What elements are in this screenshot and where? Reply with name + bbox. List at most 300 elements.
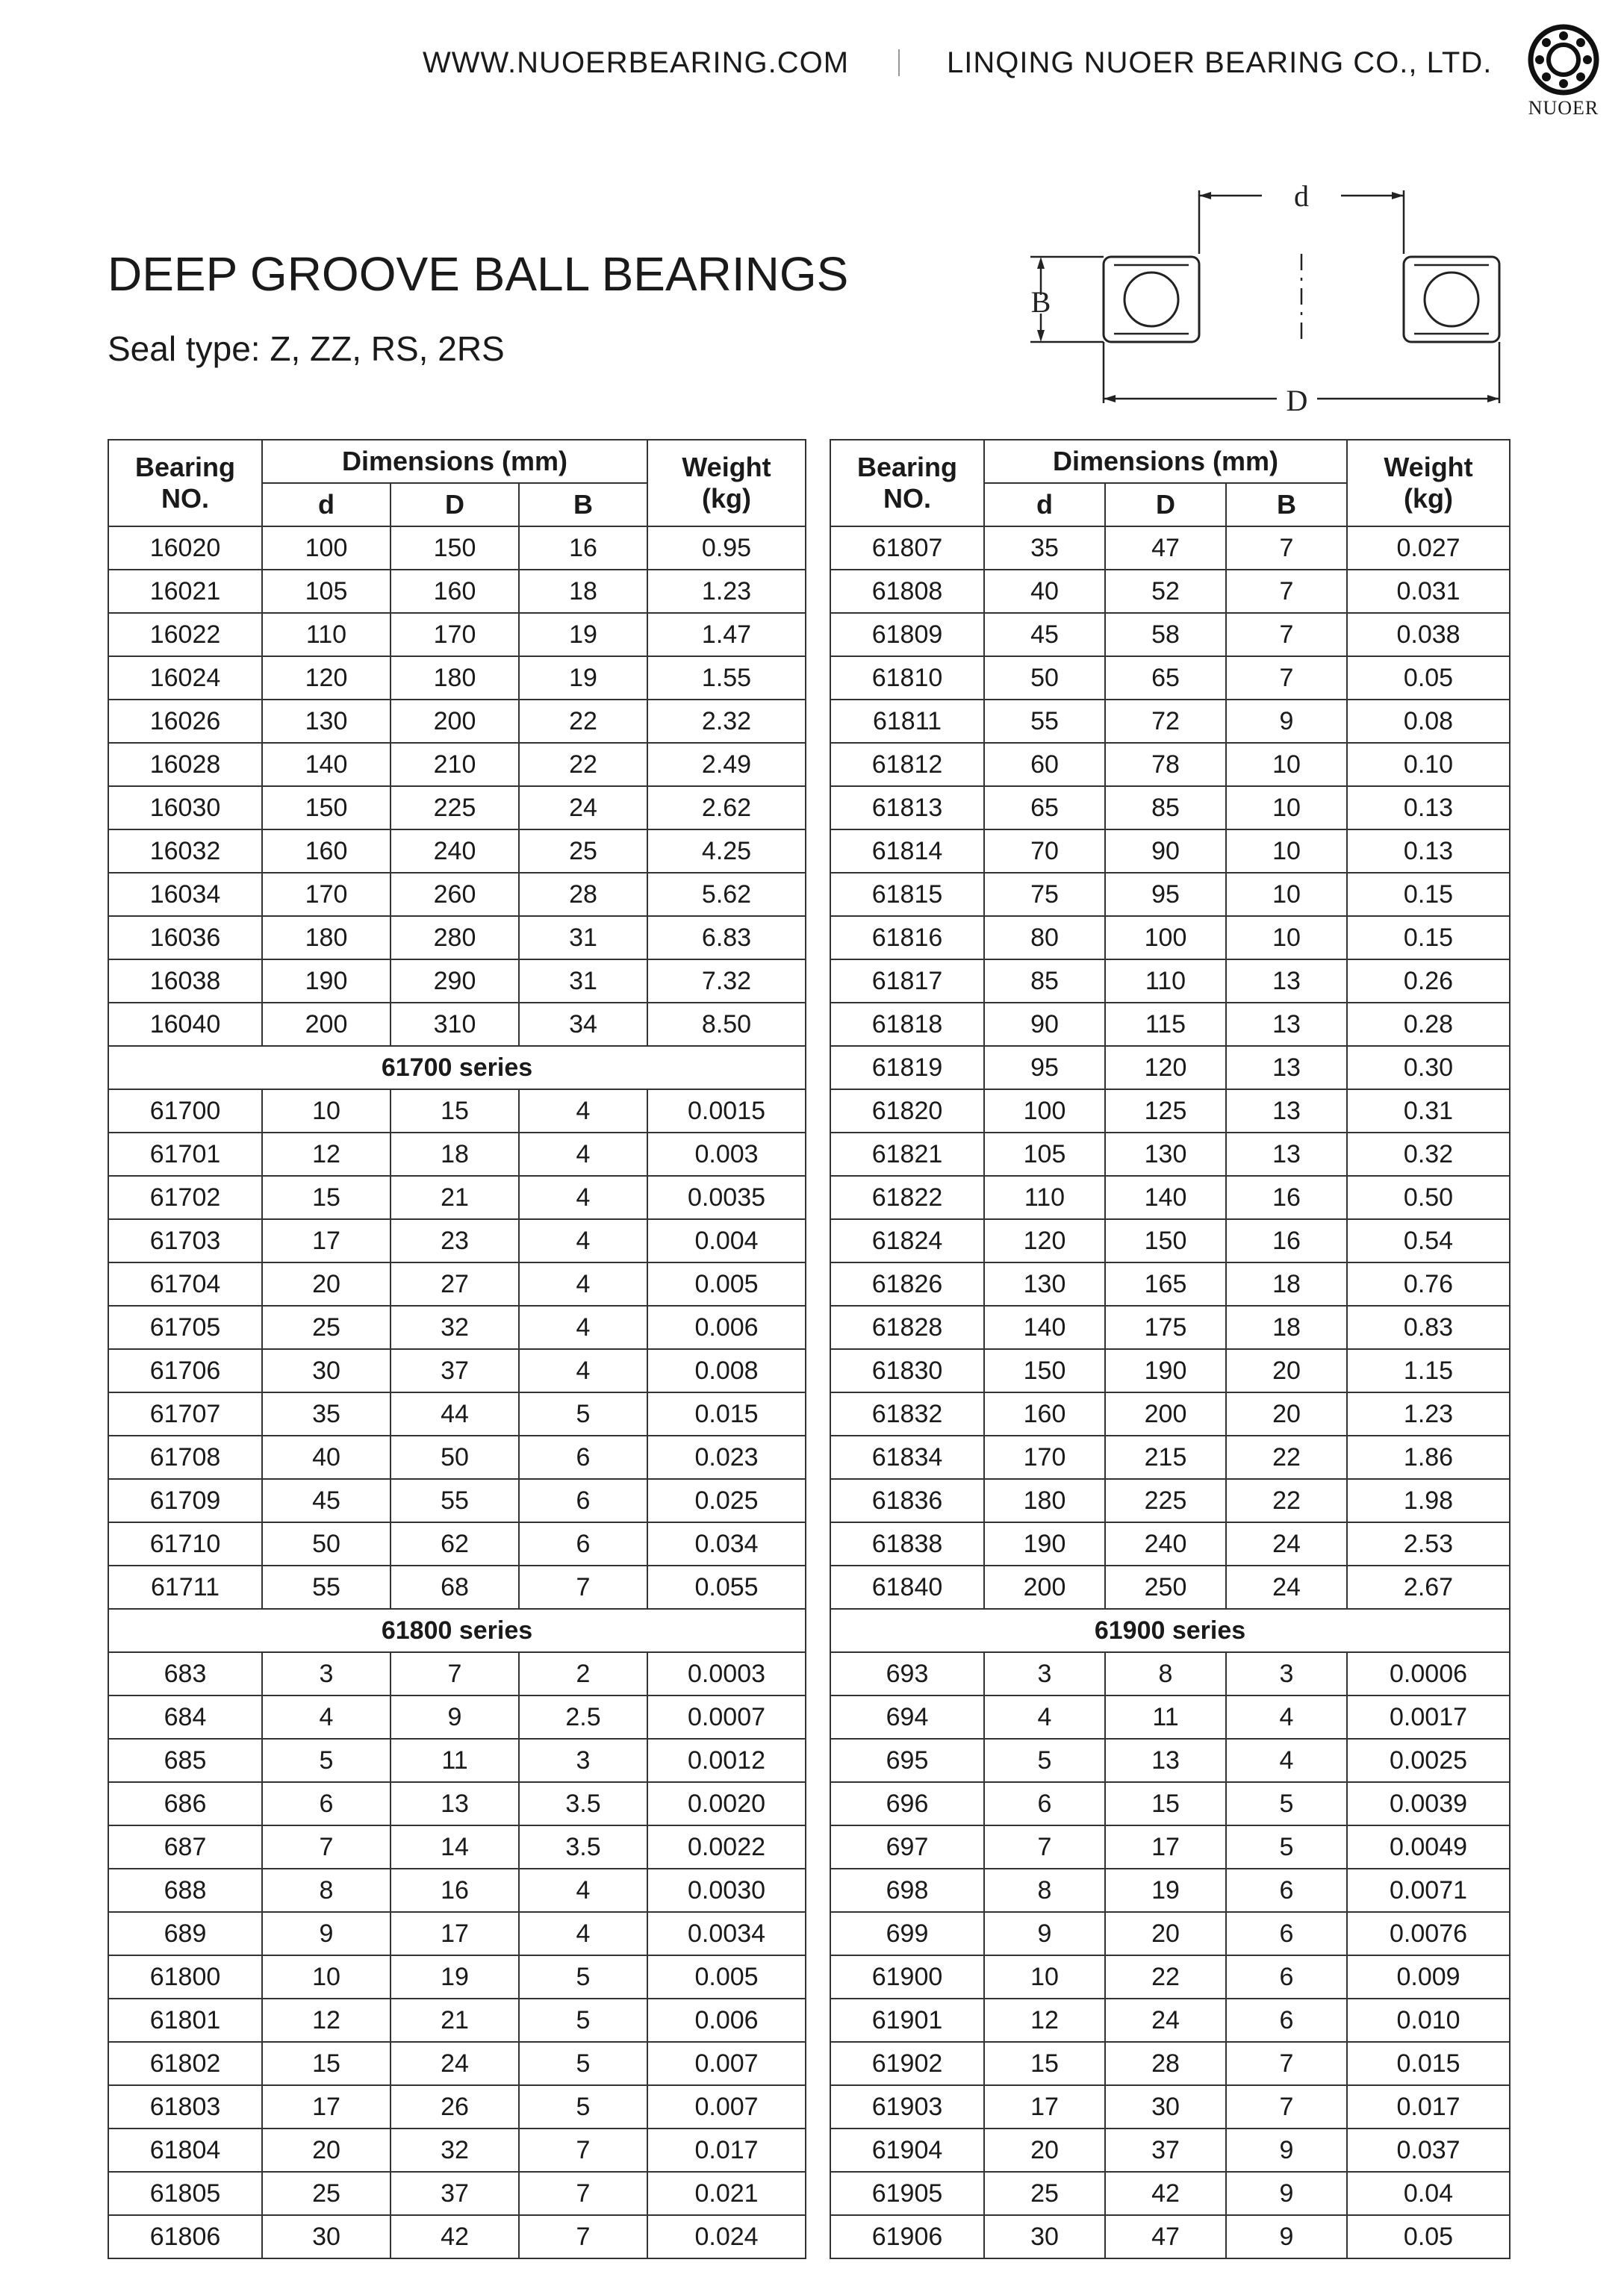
cell-bearing-no: 16028 (108, 743, 262, 786)
cell-d: 55 (984, 700, 1105, 743)
cell-bearing-no: 61818 (830, 1003, 984, 1046)
bearing-cross-section-diagram (1015, 164, 1523, 433)
cell-B: 6 (1226, 1955, 1347, 1999)
cell-weight: 0.0015 (647, 1089, 806, 1133)
cell-B: 10 (1226, 743, 1347, 786)
cell-D: 150 (391, 526, 519, 570)
cell-B: 5 (519, 1955, 647, 1999)
cell-weight: 0.015 (1347, 2042, 1510, 2085)
table-row (108, 1349, 806, 1392)
cell-D: 170 (391, 613, 519, 656)
bearing-logo-icon (1519, 22, 1608, 97)
cell-B: 7 (1226, 570, 1347, 613)
cell-weight: 0.0020 (647, 1782, 806, 1825)
cell-D: 58 (1105, 613, 1226, 656)
cell-bearing-no: 693 (830, 1652, 984, 1695)
cell-bearing-no: 61700 (108, 1089, 262, 1133)
cell-B: 2 (519, 1652, 647, 1695)
cell-B: 22 (519, 700, 647, 743)
cell-weight: 2.67 (1347, 1566, 1510, 1609)
cell-weight: 1.23 (1347, 1392, 1510, 1436)
cell-D: 17 (1105, 1825, 1226, 1869)
cell-weight: 0.31 (1347, 1089, 1510, 1133)
cell-d: 8 (262, 1869, 391, 1912)
cell-bearing-no: 16022 (108, 613, 262, 656)
cell-bearing-no: 61807 (830, 526, 984, 570)
cell-D: 19 (391, 1955, 519, 1999)
table-row (108, 1262, 806, 1306)
cell-d: 100 (262, 526, 391, 570)
table-row (830, 1522, 1510, 1566)
cell-D: 26 (391, 2085, 519, 2129)
cell-B: 4 (519, 1349, 647, 1392)
cell-d: 170 (984, 1436, 1105, 1479)
cell-D: 125 (1105, 1089, 1226, 1133)
label-B: B (1030, 285, 1051, 319)
cell-d: 60 (984, 743, 1105, 786)
table-row (108, 1869, 806, 1912)
cell-d: 15 (262, 2042, 391, 2085)
cell-B: 13 (1226, 959, 1347, 1003)
page-header (0, 46, 1624, 91)
cell-d: 10 (984, 1955, 1105, 1999)
table-row (830, 743, 1510, 786)
cell-weight: 0.32 (1347, 1133, 1510, 1176)
cell-d: 4 (262, 1695, 391, 1739)
cell-B: 4 (1226, 1695, 1347, 1739)
cell-D: 200 (391, 700, 519, 743)
cell-D: 42 (391, 2215, 519, 2258)
cell-weight: 0.15 (1347, 873, 1510, 916)
cell-D: 180 (391, 656, 519, 700)
cell-weight: 0.009 (1347, 1955, 1510, 1999)
cell-D: 100 (1105, 916, 1226, 959)
table-row (830, 1955, 1510, 1999)
cell-d: 90 (984, 1003, 1105, 1046)
table-row (830, 2085, 1510, 2129)
table-row (830, 1219, 1510, 1262)
cell-d: 30 (262, 1349, 391, 1392)
cell-B: 3.5 (519, 1782, 647, 1825)
cell-weight: 0.021 (647, 2172, 806, 2215)
table-row (108, 2085, 806, 2129)
table-row (108, 1739, 806, 1782)
table-row (108, 1306, 806, 1349)
cell-B: 6 (519, 1436, 647, 1479)
table-row (830, 1262, 1510, 1306)
cell-D: 52 (1105, 570, 1226, 613)
cell-bearing-no: 61828 (830, 1306, 984, 1349)
cell-bearing-no: 61702 (108, 1176, 262, 1219)
cell-bearing-no: 61708 (108, 1436, 262, 1479)
cell-bearing-no: 684 (108, 1695, 262, 1739)
cell-bearing-no: 16020 (108, 526, 262, 570)
cell-D: 47 (1105, 526, 1226, 570)
table-row (108, 1695, 806, 1739)
cell-D: 24 (391, 2042, 519, 2085)
cell-bearing-no: 61801 (108, 1999, 262, 2042)
cell-bearing-no: 61809 (830, 613, 984, 656)
cell-d: 140 (262, 743, 391, 786)
cell-weight: 0.0007 (647, 1695, 806, 1739)
cell-B: 10 (1226, 829, 1347, 873)
table-row (830, 1176, 1510, 1219)
header-bearing-no: Bearing NO. (108, 440, 262, 526)
cell-d: 7 (262, 1825, 391, 1869)
cell-B: 10 (1226, 873, 1347, 916)
cell-bearing-no: 61817 (830, 959, 984, 1003)
cell-weight: 0.038 (1347, 613, 1510, 656)
company-name: LINQING NUOER BEARING CO., LTD. (947, 46, 1493, 79)
cell-B: 7 (519, 2172, 647, 2215)
cell-bearing-no: 61707 (108, 1392, 262, 1436)
cell-d: 25 (262, 1306, 391, 1349)
cell-d: 65 (984, 786, 1105, 829)
cell-bearing-no: 61816 (830, 916, 984, 959)
cell-B: 4 (519, 1133, 647, 1176)
cell-d: 15 (984, 2042, 1105, 2085)
table-row (830, 873, 1510, 916)
cell-D: 32 (391, 1306, 519, 1349)
table-row (108, 613, 806, 656)
page-title: DEEP GROOVE BALL BEARINGS (108, 247, 849, 301)
cell-weight: 0.003 (647, 1133, 806, 1176)
cell-bearing-no: 688 (108, 1869, 262, 1912)
cell-weight: 6.83 (647, 916, 806, 959)
cell-B: 13 (1226, 1046, 1347, 1089)
cell-D: 9 (391, 1695, 519, 1739)
table-row (830, 1869, 1510, 1912)
header-dimensions: Dimensions (mm) (984, 440, 1347, 483)
table-row (108, 1999, 806, 2042)
cell-weight: 4.25 (647, 829, 806, 873)
cell-bearing-no: 61904 (830, 2129, 984, 2172)
cell-D: 150 (1105, 1219, 1226, 1262)
cell-weight: 0.015 (647, 1392, 806, 1436)
cell-D: 23 (391, 1219, 519, 1262)
table-row (830, 1436, 1510, 1479)
cell-B: 10 (1226, 916, 1347, 959)
cell-B: 16 (1226, 1219, 1347, 1262)
cell-D: 55 (391, 1479, 519, 1522)
cell-B: 5 (519, 2085, 647, 2129)
cell-d: 9 (984, 1912, 1105, 1955)
cell-weight: 0.54 (1347, 1219, 1510, 1262)
cell-bearing-no: 61810 (830, 656, 984, 700)
cell-bearing-no: 695 (830, 1739, 984, 1782)
cell-weight: 0.30 (1347, 1046, 1510, 1089)
cell-bearing-no: 16024 (108, 656, 262, 700)
cell-d: 12 (262, 1999, 391, 2042)
cell-d: 200 (984, 1566, 1105, 1609)
cell-D: 85 (1105, 786, 1226, 829)
table-row (108, 1479, 806, 1522)
nuoer-logo (1519, 22, 1608, 127)
cell-d: 25 (262, 2172, 391, 2215)
cell-D: 28 (1105, 2042, 1226, 2085)
table-row (108, 1955, 806, 1999)
cell-weight: 0.0003 (647, 1652, 806, 1695)
cell-B: 9 (1226, 700, 1347, 743)
cell-d: 10 (262, 1955, 391, 1999)
cell-B: 7 (1226, 2085, 1347, 2129)
cell-weight: 0.26 (1347, 959, 1510, 1003)
cell-B: 5 (519, 1999, 647, 2042)
cell-weight: 0.0076 (1347, 1912, 1510, 1955)
cell-B: 3.5 (519, 1825, 647, 1869)
cell-B: 5 (1226, 1825, 1347, 1869)
cell-D: 110 (1105, 959, 1226, 1003)
table-row (830, 1695, 1510, 1739)
cell-bearing-no: 16032 (108, 829, 262, 873)
cell-D: 210 (391, 743, 519, 786)
table-row (108, 526, 806, 570)
cell-D: 240 (1105, 1522, 1226, 1566)
cell-B: 7 (519, 2129, 647, 2172)
cell-weight: 0.034 (647, 1522, 806, 1566)
cell-weight: 0.024 (647, 2215, 806, 2258)
cell-bearing-no: 61813 (830, 786, 984, 829)
cell-weight: 8.50 (647, 1003, 806, 1046)
cell-d: 25 (984, 2172, 1105, 2215)
cell-weight: 2.53 (1347, 1522, 1510, 1566)
cell-weight: 0.008 (647, 1349, 806, 1392)
table-row (830, 1046, 1510, 1089)
cell-B: 4 (519, 1262, 647, 1306)
cell-bearing-no: 16040 (108, 1003, 262, 1046)
website-url[interactable]: WWW.NUOERBEARING.COM (423, 46, 850, 79)
cell-D: 18 (391, 1133, 519, 1176)
cell-d: 130 (984, 1262, 1105, 1306)
cell-weight: 0.007 (647, 2085, 806, 2129)
cell-D: 250 (1105, 1566, 1226, 1609)
cell-bearing-no: 686 (108, 1782, 262, 1825)
cell-B: 6 (519, 1479, 647, 1522)
table-row (108, 1089, 806, 1133)
cell-D: 15 (1105, 1782, 1226, 1825)
cell-B: 16 (1226, 1176, 1347, 1219)
cell-bearing-no: 687 (108, 1825, 262, 1869)
left-bearing-table (108, 439, 806, 2259)
logo-text: NUOER (1528, 97, 1599, 119)
cell-d: 10 (262, 1089, 391, 1133)
cell-d: 40 (262, 1436, 391, 1479)
cell-weight: 0.0035 (647, 1176, 806, 1219)
cell-weight: 0.04 (1347, 2172, 1510, 2215)
table-row (108, 959, 806, 1003)
table-row (108, 916, 806, 959)
cell-D: 165 (1105, 1262, 1226, 1306)
table-row (830, 1652, 1510, 1695)
cell-B: 7 (519, 1566, 647, 1609)
cell-d: 200 (262, 1003, 391, 1046)
cell-D: 30 (1105, 2085, 1226, 2129)
cell-bearing-no: 61836 (830, 1479, 984, 1522)
cell-D: 225 (1105, 1479, 1226, 1522)
cell-bearing-no: 699 (830, 1912, 984, 1955)
cell-bearing-no: 61710 (108, 1522, 262, 1566)
table-row (108, 1825, 806, 1869)
cell-d: 17 (262, 2085, 391, 2129)
cell-bearing-no: 16030 (108, 786, 262, 829)
cell-weight: 0.025 (647, 1479, 806, 1522)
cell-d: 7 (984, 1825, 1105, 1869)
cell-weight: 0.007 (647, 2042, 806, 2085)
cell-d: 3 (984, 1652, 1105, 1695)
cell-B: 31 (519, 916, 647, 959)
table-row (830, 1306, 1510, 1349)
cell-D: 22 (1105, 1955, 1226, 1999)
cell-weight: 0.023 (647, 1436, 806, 1479)
cell-d: 35 (984, 526, 1105, 570)
cell-weight: 0.05 (1347, 2215, 1510, 2258)
cell-weight: 1.23 (647, 570, 806, 613)
cell-D: 15 (391, 1089, 519, 1133)
cell-d: 17 (984, 2085, 1105, 2129)
cell-B: 3 (519, 1739, 647, 1782)
table-row (108, 743, 806, 786)
cell-weight: 0.0071 (1347, 1869, 1510, 1912)
cell-D: 78 (1105, 743, 1226, 786)
cell-d: 160 (262, 829, 391, 873)
cell-D: 8 (1105, 1652, 1226, 1695)
cell-bearing-no: 61706 (108, 1349, 262, 1392)
table-row (830, 613, 1510, 656)
cell-bearing-no: 61705 (108, 1306, 262, 1349)
cell-weight: 0.0022 (647, 1825, 806, 1869)
cell-B: 4 (519, 1306, 647, 1349)
table-row (108, 1003, 806, 1046)
cell-bearing-no: 61819 (830, 1046, 984, 1089)
cell-d: 105 (984, 1133, 1105, 1176)
cell-B: 7 (1226, 613, 1347, 656)
table-row (830, 1089, 1510, 1133)
cell-D: 225 (391, 786, 519, 829)
cell-d: 30 (262, 2215, 391, 2258)
cell-D: 19 (1105, 1869, 1226, 1912)
series-label: 61900 series (830, 1609, 1510, 1652)
cell-B: 19 (519, 613, 647, 656)
header-dimensions: Dimensions (mm) (262, 440, 647, 483)
cell-B: 4 (519, 1219, 647, 1262)
cell-D: 62 (391, 1522, 519, 1566)
table-row (108, 1219, 806, 1262)
cell-D: 260 (391, 873, 519, 916)
cell-D: 120 (1105, 1046, 1226, 1089)
cell-B: 6 (1226, 1912, 1347, 1955)
cell-D: 21 (391, 1999, 519, 2042)
cell-weight: 2.62 (647, 786, 806, 829)
cell-d: 130 (262, 700, 391, 743)
table-row (830, 1392, 1510, 1436)
cell-D: 290 (391, 959, 519, 1003)
cell-bearing-no: 61820 (830, 1089, 984, 1133)
seal-type-subtitle: Seal type: Z, ZZ, RS, 2RS (108, 329, 505, 368)
cell-D: 140 (1105, 1176, 1226, 1219)
cell-d: 160 (984, 1392, 1105, 1436)
cell-d: 95 (984, 1046, 1105, 1089)
cell-B: 20 (1226, 1349, 1347, 1392)
cell-B: 7 (519, 2215, 647, 2258)
cell-B: 6 (519, 1522, 647, 1566)
cell-d: 140 (984, 1306, 1105, 1349)
cell-d: 110 (262, 613, 391, 656)
series-header-row (830, 1609, 1510, 1652)
series-label: 61700 series (108, 1046, 806, 1089)
table-row (830, 700, 1510, 743)
cell-bearing-no: 61709 (108, 1479, 262, 1522)
cell-bearing-no: 61821 (830, 1133, 984, 1176)
cell-weight: 0.0006 (1347, 1652, 1510, 1695)
header-d: d (262, 483, 391, 526)
cell-D: 27 (391, 1262, 519, 1306)
cell-B: 25 (519, 829, 647, 873)
cell-weight: 0.005 (647, 1262, 806, 1306)
cell-bearing-no: 61900 (830, 1955, 984, 1999)
table-row (108, 1782, 806, 1825)
cell-weight: 0.76 (1347, 1262, 1510, 1306)
cell-d: 30 (984, 2215, 1105, 2258)
table-row (108, 570, 806, 613)
cell-d: 17 (262, 1219, 391, 1262)
table-row (830, 526, 1510, 570)
cell-d: 35 (262, 1392, 391, 1436)
cell-B: 34 (519, 1003, 647, 1046)
cell-weight: 0.13 (1347, 786, 1510, 829)
cell-weight: 0.037 (1347, 2129, 1510, 2172)
cell-B: 31 (519, 959, 647, 1003)
cell-d: 20 (262, 2129, 391, 2172)
cell-B: 18 (1226, 1306, 1347, 1349)
cell-D: 16 (391, 1869, 519, 1912)
cell-weight: 0.15 (1347, 916, 1510, 959)
cell-weight: 0.055 (647, 1566, 806, 1609)
cell-D: 175 (1105, 1306, 1226, 1349)
cell-weight: 0.027 (1347, 526, 1510, 570)
table-row (108, 1912, 806, 1955)
cell-B: 18 (1226, 1262, 1347, 1306)
cell-B: 13 (1226, 1003, 1347, 1046)
cell-weight: 1.47 (647, 613, 806, 656)
cell-d: 105 (262, 570, 391, 613)
header-divider (898, 49, 900, 76)
cell-B: 19 (519, 656, 647, 700)
cell-bearing-no: 61906 (830, 2215, 984, 2258)
cell-d: 40 (984, 570, 1105, 613)
cell-D: 65 (1105, 656, 1226, 700)
cell-B: 22 (1226, 1436, 1347, 1479)
cell-D: 47 (1105, 2215, 1226, 2258)
cell-bearing-no: 61830 (830, 1349, 984, 1392)
table-row (108, 1652, 806, 1695)
cell-bearing-no: 685 (108, 1739, 262, 1782)
cell-weight: 0.10 (1347, 743, 1510, 786)
cell-d: 4 (984, 1695, 1105, 1739)
cell-D: 130 (1105, 1133, 1226, 1176)
cell-d: 15 (262, 1176, 391, 1219)
cell-bearing-no: 61812 (830, 743, 984, 786)
table-row (830, 1825, 1510, 1869)
cell-d: 3 (262, 1652, 391, 1695)
table-row (830, 2129, 1510, 2172)
cell-d: 190 (984, 1522, 1105, 1566)
table-row (108, 2215, 806, 2258)
cell-bearing-no: 61826 (830, 1262, 984, 1306)
cell-weight: 0.004 (647, 1219, 806, 1262)
cell-B: 13 (1226, 1133, 1347, 1176)
cell-weight: 1.55 (647, 656, 806, 700)
header-D: D (1105, 483, 1226, 526)
